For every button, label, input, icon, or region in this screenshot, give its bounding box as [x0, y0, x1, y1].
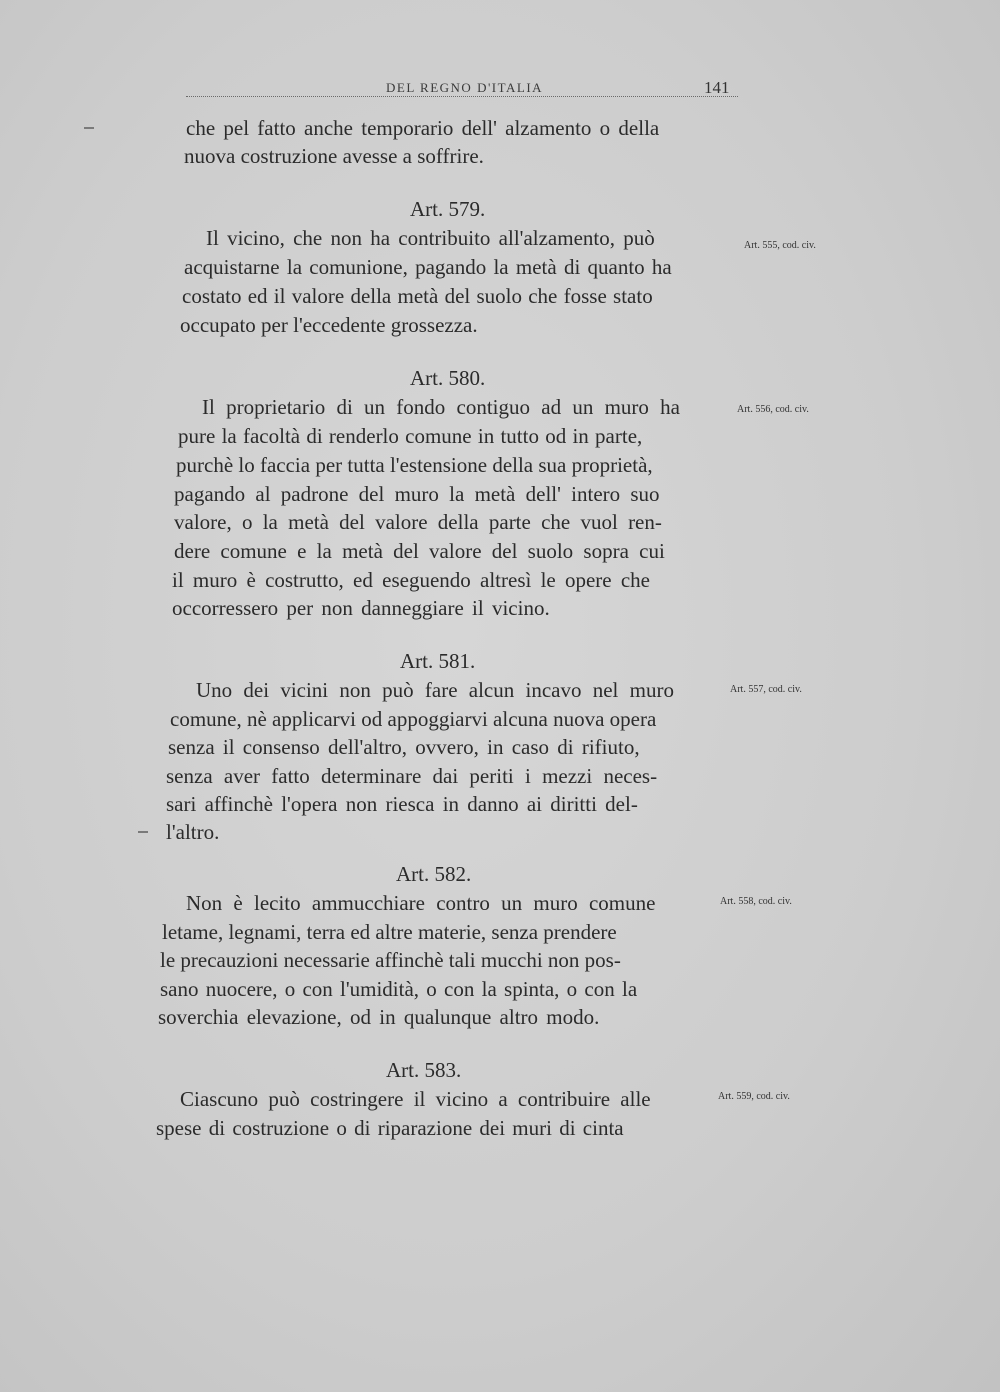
article-line: Non è lecito ammucchiare contro un muro comune	[186, 891, 656, 915]
article-line: sari affinchè l'opera non riesca in danno ai diritti del-	[166, 792, 638, 816]
continuation-line: che pel fatto anche temporario dell' alzamento o della	[186, 116, 660, 140]
article-line: pure la facoltà di renderlo comune in tutto od in parte,	[178, 424, 643, 448]
continuation-line: nuova costruzione avesse a soffrire.	[184, 144, 484, 168]
margin-note: Art. 557, cod. civ.	[730, 684, 802, 695]
running-head	[186, 72, 738, 106]
header-title: DEL REGNO D'ITALIA	[386, 80, 544, 95]
article-line: pagando al padrone del muro la metà dell' intero suo	[174, 482, 660, 506]
header-rule	[186, 96, 738, 97]
article-line: senza aver fatto determinare dai periti i mezzi neces-	[166, 764, 658, 788]
article-line: comune, nè applicarvi od appoggiarvi alcuna nuova opera	[170, 707, 657, 731]
margin-note: Art. 556, cod. civ.	[737, 404, 809, 415]
article-heading: Art. 582.	[396, 862, 472, 886]
article-line: sano nuocere, o con l'umidità, o con la spinta, o con la	[160, 977, 638, 1001]
article-line: valore, o la metà del valore della parte che vuol ren-	[174, 510, 662, 534]
article-line: Il proprietario di un fondo contiguo ad un muro ha	[202, 395, 680, 419]
article-line: Uno dei vicini non può fare alcun incavo nel muro	[196, 678, 674, 702]
article-heading: Art. 580.	[410, 366, 486, 390]
article-line: l'altro.	[166, 820, 220, 844]
article-line: soverchia elevazione, od in qualunque altro modo.	[158, 1005, 600, 1029]
article-heading: Art. 579.	[410, 197, 486, 221]
margin-note: Art. 555, cod. civ.	[744, 240, 816, 251]
margin-note: Art. 559, cod. civ.	[718, 1091, 790, 1102]
article-line: dere comune e la metà del valore del suolo sopra cui	[174, 539, 665, 563]
article-line: spese di costruzione o di riparazione dei muri di cinta	[156, 1116, 624, 1140]
article-line: Ciascuno può costringere il vicino a contribuire alle	[180, 1087, 651, 1111]
article-line: le precauzioni necessarie affinchè tali mucchi non pos-	[160, 948, 621, 972]
article-line: Il vicino, che non ha contribuito all'alzamento, può	[206, 226, 655, 250]
article-line: il muro è costrutto, ed eseguendo altresì le opere che	[172, 568, 651, 592]
article-line: occorressero per non danneggiare il vicino.	[172, 596, 550, 620]
scan-mark	[138, 831, 148, 833]
scan-mark	[84, 127, 94, 129]
article-heading: Art. 581.	[400, 649, 476, 673]
article-line: acquistarne la comunione, pagando la metà di quanto ha	[184, 255, 672, 279]
article-line: senza il consenso dell'altro, ovvero, in caso di rifiuto,	[168, 735, 640, 759]
article-line: costato ed il valore della metà del suolo che fosse stato	[182, 284, 653, 308]
margin-note: Art. 558, cod. civ.	[720, 896, 792, 907]
article-heading: Art. 583.	[386, 1058, 462, 1082]
article-line: letame, legnami, terra ed altre materie, senza prendere	[162, 920, 617, 944]
article-line: occupato per l'eccedente grossezza.	[180, 313, 478, 337]
article-line: purchè lo faccia per tutta l'estensione della sua proprietà,	[176, 453, 653, 477]
page-number: 141	[704, 78, 730, 97]
